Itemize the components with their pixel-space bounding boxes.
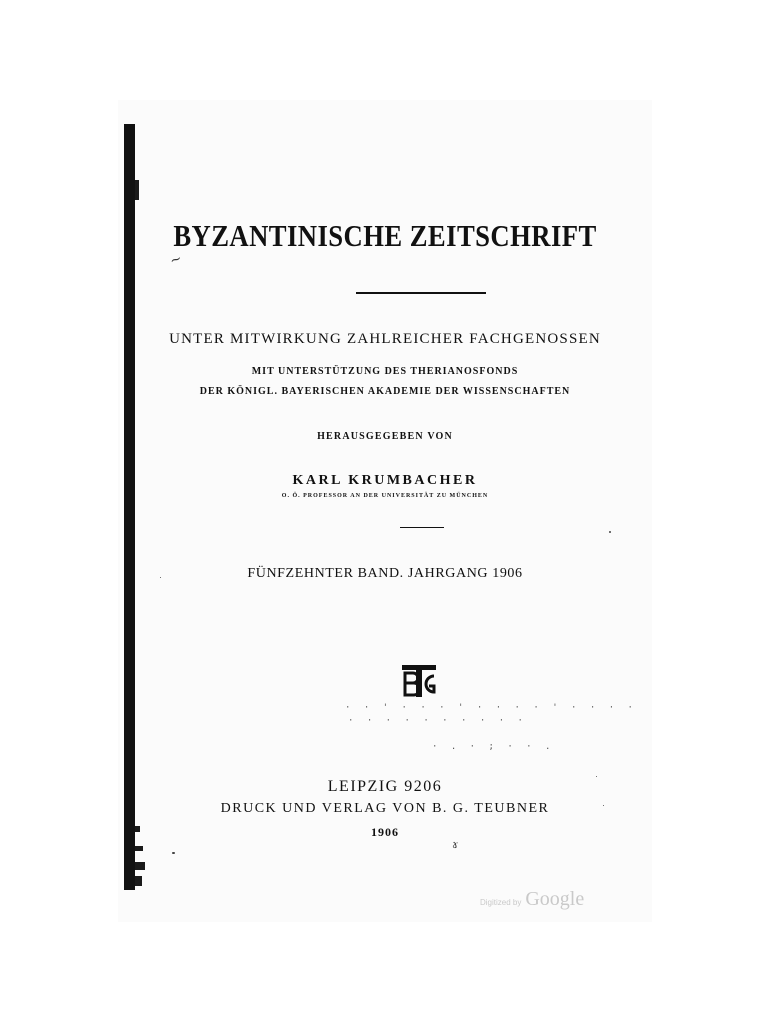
short-rule xyxy=(400,527,444,528)
subtitle-line-1: UNTER MITWIRKUNG ZAHLREICHER FACHGENOSSEN xyxy=(169,331,601,347)
subtitle-line-3: DER KÖNIGL. BAYERISCHEN AKADEMIE DER WISSENSCHAFTEN xyxy=(199,386,571,397)
digitized-by-label: Digitized by xyxy=(480,898,522,907)
spine-speck xyxy=(135,180,139,200)
spine-speck xyxy=(135,862,145,870)
faint-stamp-marks: · . · ; · · . xyxy=(432,742,555,752)
spine-speck xyxy=(135,876,142,886)
dust-speck xyxy=(609,531,611,533)
journal-title: BYZANTINISCHE ZEITSCHRIFT xyxy=(173,218,597,253)
faint-stamp-marks: · · · · · · · · · · xyxy=(348,716,527,726)
year-line: 1906 xyxy=(371,825,399,839)
subtitle-line-2: MIT UNTERSTÜTZUNG DES THERIANOSFONDS xyxy=(251,366,519,377)
editor-title: O. Ö. PROFESSOR AN DER UNIVERSITÄT ZU MÜNCHEN xyxy=(281,493,489,499)
place-line: LEIPZIG 9206 xyxy=(327,778,443,795)
edited-by-label: HERAUSGEGEBEN VON xyxy=(317,431,453,442)
dust-speck xyxy=(172,852,175,854)
volume-line: FÜNFZEHNTER BAND. JAHRGANG 1906 xyxy=(247,566,523,581)
publisher-line: DRUCK UND VERLAG VON B. G. TEUBNER xyxy=(220,801,550,816)
pen-mark: ɤ xyxy=(450,837,460,852)
editor-name: KARL KRUMBACHER xyxy=(292,473,478,488)
publisher-monogram-logo xyxy=(400,664,438,698)
dust-speck xyxy=(596,776,597,777)
pen-mark: ~ xyxy=(167,250,185,270)
book-spine-edge xyxy=(124,124,135,890)
faint-stamp-marks: · · ' · · · ' · · · · ' · · · · xyxy=(345,703,637,713)
digitized-by-google-watermark xyxy=(480,888,584,911)
title-rule xyxy=(356,292,486,294)
spine-speck xyxy=(135,846,143,851)
google-wordmark: Google xyxy=(525,888,585,910)
